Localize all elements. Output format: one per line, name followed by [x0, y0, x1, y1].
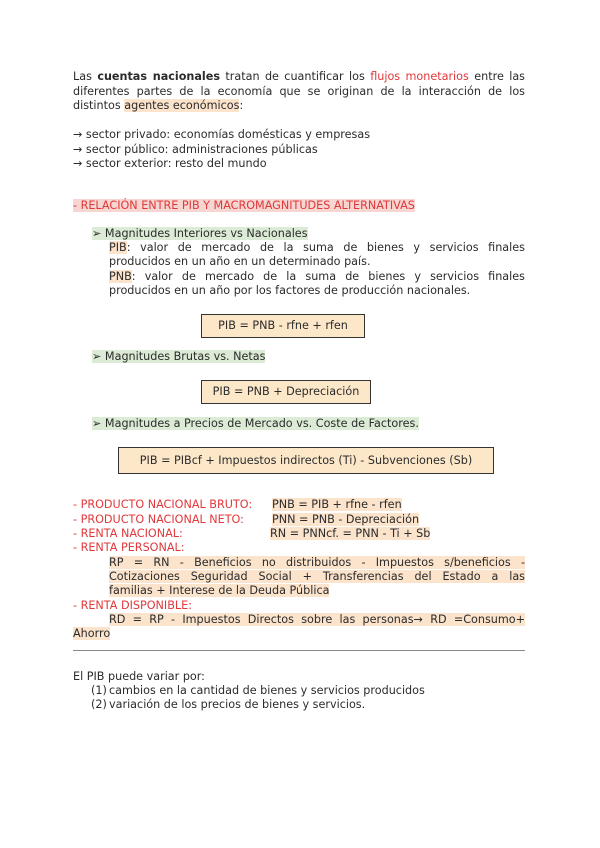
rd-text: RD = RP - Impuestos Directos sobre las personas→ RD =Consumo+ [109, 613, 525, 626]
formula-box-2: PIB = PNB + Depreciación [201, 380, 371, 404]
pnb-definition-line-1 [109, 270, 525, 285]
intro-line-1 [73, 70, 525, 85]
rn-label: - RENTA NACIONAL: [73, 527, 183, 540]
pib-definition-line-2: producidos en un año en un determinado país. [109, 255, 371, 268]
item-interiores-nacionales: ➢ Magnitudes Interiores vs Nacionales [92, 227, 308, 240]
pnb-formula: PNB = PIB + rfne - rfen [272, 498, 402, 511]
pnn-formula: PNN = PNB - Depreciación [272, 513, 420, 526]
intro-text: distintos [73, 99, 121, 112]
rn-formula: RN = PNNcf. = PNN - Ti + Sb [270, 527, 431, 540]
rp-text: Cotizaciones Seguridad Social + Transferencias del Estado a las [109, 570, 525, 583]
rp-text: RP = RN - Beneficios no distribuidos - Impuestos s/beneficios - [109, 556, 525, 569]
intro-line-2: diferentes partes de la economía que se originan de la interacción de los [73, 85, 525, 98]
variation-num-1: (1) [91, 684, 107, 697]
formula-box-3: PIB = PIBcf + Impuestos indirectos (Ti) - Subvenciones (Sb) [118, 447, 494, 474]
divider [73, 650, 525, 651]
pnb-text: : valor de mercado de la suma de bienes y servicios finales [131, 270, 525, 283]
sector-publico: → sector público: administraciones públicas [73, 143, 318, 156]
intro-text: Las [73, 70, 92, 83]
rp-line-2 [109, 570, 525, 585]
formula-box-1: PIB = PNB - rfne + rfen [201, 314, 365, 338]
intro-text: tratan de cuantificar los [225, 70, 365, 83]
variation-text-1: cambios en la cantidad de bienes y servicios producidos [109, 684, 425, 697]
intro-bold: cuentas nacionales [97, 70, 220, 83]
sector-exterior: → sector exterior: resto del mundo [73, 157, 267, 170]
section-title: - RELACIÓN ENTRE PIB Y MACROMAGNITUDES ALTERNATIVAS [73, 199, 415, 212]
rp-line-1 [109, 556, 525, 571]
pib-text: : valor de mercado de la suma de bienes y servicios finales [126, 241, 525, 254]
variation-intro: El PIB puede variar por: [73, 670, 205, 683]
flujos-monetarios: flujos monetarios [370, 70, 469, 83]
rd-line-1 [109, 613, 525, 628]
pnn-label: - PRODUCTO NACIONAL NETO: [73, 513, 244, 526]
pib-label: PIB [109, 241, 127, 254]
pnb-label: - PRODUCTO NACIONAL BRUTO: [73, 498, 253, 511]
sector-privado: → sector privado: economías domésticas y empresas [73, 128, 371, 141]
rp-line-3: familias + Interese de la Deuda Pública [109, 584, 330, 597]
pnb-label: PNB [109, 270, 132, 283]
rd-label: - RENTA DISPONIBLE: [73, 599, 192, 612]
pnb-definition-line-2: producidos en un año por los factores de producción nacionales. [109, 284, 471, 297]
variation-num-2: (2) [91, 698, 107, 711]
intro-line-3 [73, 99, 243, 112]
intro-text: entre las [474, 70, 526, 83]
rp-label: - RENTA PERSONAL: [73, 541, 185, 554]
pib-definition-line-1 [109, 241, 525, 256]
variation-text-2: variación de los precios de bienes y servicios. [109, 698, 366, 711]
agentes-economicos: agentes económicos [124, 99, 240, 112]
intro-text: : [239, 99, 244, 112]
item-precios-mercado: ➢ Magnitudes a Precios de Mercado vs. Coste de Factores. [92, 417, 419, 430]
rd-line-2: Ahorro [73, 627, 111, 640]
item-brutas-netas: ➢ Magnitudes Brutas vs. Netas [92, 350, 266, 363]
